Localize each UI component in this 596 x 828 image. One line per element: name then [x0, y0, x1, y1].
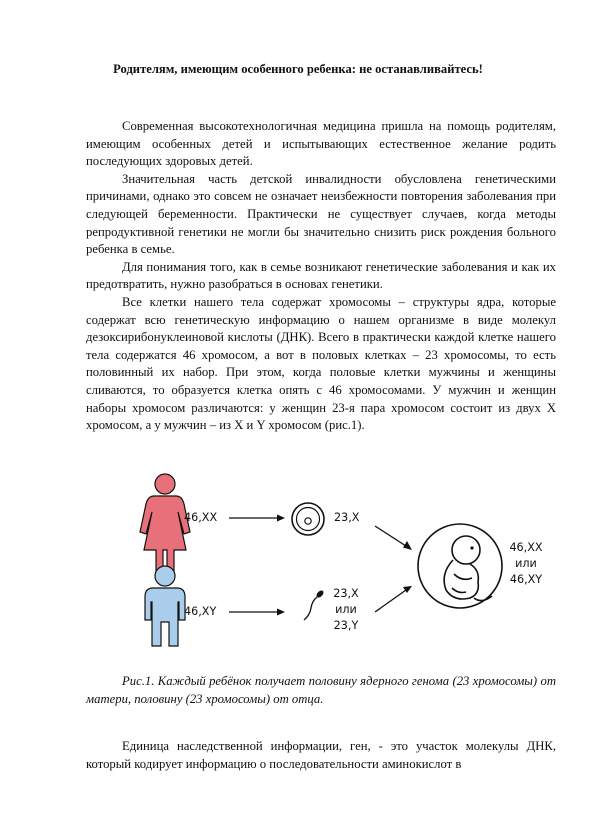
offspring-label-line: 46,XX: [509, 541, 543, 554]
paragraph: Все клетки нашего тела содержат хромосомы – структуры ядра, которые содержат всю генетическую информацию о нашем организме в виде молекул дезоксирибонуклеиновой кислоты (ДНК). Всего в практически каждой клетке нашего тела содержатся 46 хромосом, а вот в половых клетках – 23 хромосомы, то есть половинный их набор. При этом, когда половые клетки мужчины и женщины сливаются, то образуется клетка опять с 46 хромосомами. У мужчин и женщин наборы хромосом различаются: у женщин 23-я пара хромосом состоит из двух X хромосом, а у мужчин – из X и Y хромосом (рис.1).: [86, 294, 556, 433]
figure-graphics: [86, 470, 556, 648]
female-icon: [140, 474, 190, 574]
figure-caption: [86, 673, 556, 708]
inheritance-figure: [86, 470, 556, 648]
sperm-label-line: или: [335, 603, 357, 616]
sperm-cell-icon: [304, 589, 325, 620]
body-text-continued: [86, 738, 556, 773]
page-title: Родителям, имеющим особенного ребенка: не останавливайтесь!: [113, 62, 483, 76]
paragraph: Современная высокотехнологичная медицина пришла на помощь родителям, имеющим особенных детей и испытывающих естественное желание родить последующих здоровых детей.: [86, 119, 556, 169]
paragraph: Значительная часть детской инвалидности обусловлена генетическими причинами, однако это совсем не означает неизбежности повторения заболевания при следующей беременности. Практически не существует случаев, когда методы репродуктивной генетики не могли бы значительно снизить риск рождения больного ребенка в семье.: [86, 171, 556, 257]
paragraph: Единица наследственной информации, ген, - это участок молекулы ДНК, который кодирует информацию о последовательности аминокислот в: [86, 739, 556, 771]
egg-cell-icon: [292, 503, 324, 535]
sperm-label-line: 23,Y: [333, 619, 359, 632]
male-chromosome-label: 46,XY: [184, 605, 217, 618]
caption-text: Рис.1. Каждый ребёнок получает половину ядерного генома (23 хромосомы) от матери, половину (23 хромосомы) от отца.: [86, 674, 556, 706]
body-text: [86, 118, 556, 435]
fetus-icon: [418, 524, 502, 608]
sperm-chromosome-label: [330, 586, 362, 634]
egg-chromosome-label: 23,X: [334, 511, 360, 524]
paragraph: Для понимания того, как в семье возникают генетические заболевания и как их предотвратить, нужно разобраться в основах генетики.: [86, 259, 556, 292]
offspring-label-line: 46,XY: [509, 573, 543, 586]
offspring-chromosome-label: [506, 540, 546, 588]
offspring-label-line: или: [515, 557, 537, 570]
male-icon: [145, 566, 185, 646]
sperm-label-line: 23,X: [333, 587, 359, 600]
female-chromosome-label: 46,XX: [184, 511, 218, 524]
